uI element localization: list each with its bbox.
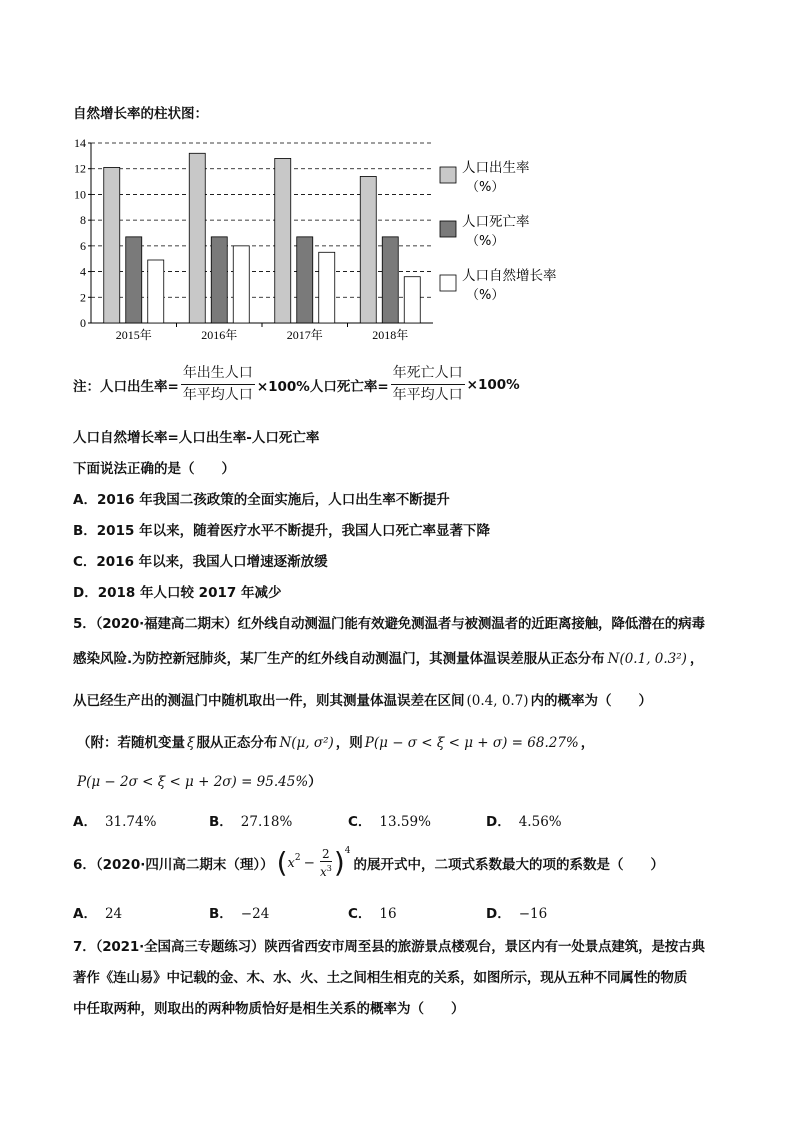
hint-p1: P(μ − σ < ξ < μ + σ) = 68.27% — [364, 735, 579, 751]
q6-prefix: 6．（2020·四川高二期末（理）） — [73, 857, 274, 873]
q5-hint-line-2 — [77, 770, 322, 790]
y-tick-label: 2 — [80, 290, 86, 305]
q7-line-2: 著作《连山易》中记载的金、木、水、火、土之间相生相克的关系，如图所示，现从五种不同属性的物质 — [73, 970, 688, 986]
q6-option-d: D． −16 — [486, 906, 548, 922]
q6-option-a: A． 24 — [73, 906, 123, 922]
q5-normal-dist: N(0.1, 0.3²) — [607, 651, 687, 667]
q5-option-b: B． 27.18% — [209, 814, 293, 830]
birth-death-rate-bar-chart — [70, 134, 590, 344]
y-tick-label: 0 — [80, 316, 86, 330]
y-tick-label: 12 — [74, 161, 86, 176]
hint-xi: ξ — [187, 735, 195, 751]
q4-stem: 下面说法正确的是（ ） — [73, 461, 235, 477]
q5-line-1: 5．（2020·福建高二期末）红外线自动测温门能有效避免测温者与被测温者的近距离接触，降低潜在的病毒 — [73, 616, 705, 632]
x-tick-label: 2018年 — [372, 328, 409, 342]
y-tick-label: 10 — [74, 187, 86, 202]
q4-option-c: C．2016 年以来，我国人口增速逐渐放缓 — [73, 554, 328, 570]
x-tick-label: 2017年 — [286, 328, 323, 342]
hint-prefix: （附：若随机变量 — [77, 735, 185, 751]
bar — [297, 237, 313, 323]
legend-unit: （%） — [466, 234, 505, 249]
note-prefix: 注：人口出生率= — [73, 378, 179, 395]
q6-binomial-expression: ( x $^2$ − $\frac{2}{x^3}$ ) $^4$ — [276, 846, 351, 879]
expr-fraction — [320, 847, 332, 879]
q6-option-b: B． −24 — [209, 906, 270, 922]
q5-option-a: A． 31.74% — [73, 814, 157, 830]
hint-mid: 服从正态分布 — [196, 735, 278, 751]
y-tick-label: 14 — [74, 136, 86, 150]
y-tick-label: 8 — [80, 213, 86, 228]
q4-option-a: A．2016 年我国二孩政策的全面实施后，人口出生率不断提升 — [73, 492, 450, 508]
bar — [404, 277, 420, 323]
natural-growth-formula: 人口自然增长率=人口出生率-人口死亡率 — [73, 430, 320, 446]
death-numerator: 年死亡人口 — [391, 364, 465, 385]
q6-suffix: 的展开式中，二项式系数最大的项的系数是（ ） — [353, 857, 664, 873]
birth-rate-fraction — [181, 364, 255, 405]
birth-numerator: 年出生人口 — [181, 364, 255, 385]
y-tick-label: 6 — [80, 238, 86, 253]
q5-line-3-end: 内的概率为（ ） — [530, 693, 653, 709]
hint-dist: N(μ, σ²) — [279, 735, 334, 751]
legend-label: 人口出生率 — [462, 160, 530, 176]
bar — [360, 176, 376, 323]
legend-swatch — [440, 275, 456, 291]
q5-line-2 — [73, 647, 703, 667]
birth-denominator: 年平均人口 — [182, 387, 253, 403]
legend-unit: （%） — [466, 180, 505, 195]
expr-minus: − — [303, 855, 315, 871]
legend-label: 人口自然增长率 — [462, 268, 557, 284]
q5-line-2-text: 感染风险.为防控新冠肺炎，某厂生产的红外线自动测温门，其测量体温误差服从正态分布 — [73, 651, 605, 667]
q5-option-d: D． 4.56% — [486, 814, 562, 830]
hint-then: ，则 — [335, 735, 363, 751]
legend-swatch — [440, 221, 456, 237]
death-denominator: 年平均人口 — [392, 387, 463, 403]
q5-line-3 — [73, 689, 652, 709]
note-mid: ×100%人口死亡率= — [256, 378, 389, 395]
rate-formula-note — [73, 364, 520, 405]
q5-line-2-end: ， — [689, 651, 704, 667]
expr-den: x — [319, 865, 327, 879]
chart-intro-label: 自然增长率的柱状图： — [73, 106, 208, 122]
legend-unit: （%） — [466, 288, 505, 303]
q6-stem — [73, 843, 664, 883]
expr-den-exp: 3 — [326, 864, 332, 873]
bar — [104, 167, 120, 323]
expr-power: 4 — [344, 846, 351, 856]
q7-line-1: 7．（2021·全国高三专题练习）陕西省西安市周至县的旅游景点楼观台，景区内有一处景点建筑，是按古典 — [73, 939, 705, 955]
q6-option-c: C． 16 — [348, 906, 397, 922]
hint-p2: P(μ − 2σ < ξ < μ + 2σ) = 95.45% — [77, 774, 309, 790]
q5-hint-line-1 — [77, 731, 594, 751]
hint-close: ） — [308, 774, 322, 790]
expr-x-exp: 2 — [294, 853, 301, 863]
q5-interval: (0.4, 0.7) — [466, 693, 529, 709]
q4-option-d: D．2018 年人口较 2017 年减少 — [73, 585, 282, 601]
bar — [189, 153, 205, 323]
q5-line-3-text: 从已经生产出的测温门中随机取出一件，则其测量体温误差在区间 — [73, 693, 465, 709]
bar — [233, 246, 249, 323]
legend-swatch — [440, 167, 456, 183]
q5-option-c: C． 13.59% — [348, 814, 431, 830]
q7-line-3: 中任取两种，则取出的两种物质恰好是相生关系的概率为（ ） — [73, 1001, 465, 1017]
bar — [319, 252, 335, 323]
q4-option-b: B．2015 年以来，随着医疗水平不断提升，我国人口死亡率显著下降 — [73, 523, 491, 539]
x-tick-label: 2015年 — [115, 328, 152, 342]
bar — [382, 237, 398, 323]
bar — [275, 158, 291, 323]
legend-label: 人口死亡率 — [462, 214, 530, 230]
hint-comma: ， — [580, 735, 595, 751]
expr-x: x — [287, 855, 295, 871]
x-tick-label: 2016年 — [201, 328, 238, 342]
y-tick-label: 4 — [80, 264, 86, 279]
death-rate-fraction — [391, 364, 465, 405]
note-suffix: ×100% — [466, 376, 520, 393]
bar — [148, 260, 164, 323]
bar — [211, 237, 227, 323]
bar — [126, 237, 142, 323]
expr-num: 2 — [322, 847, 330, 861]
